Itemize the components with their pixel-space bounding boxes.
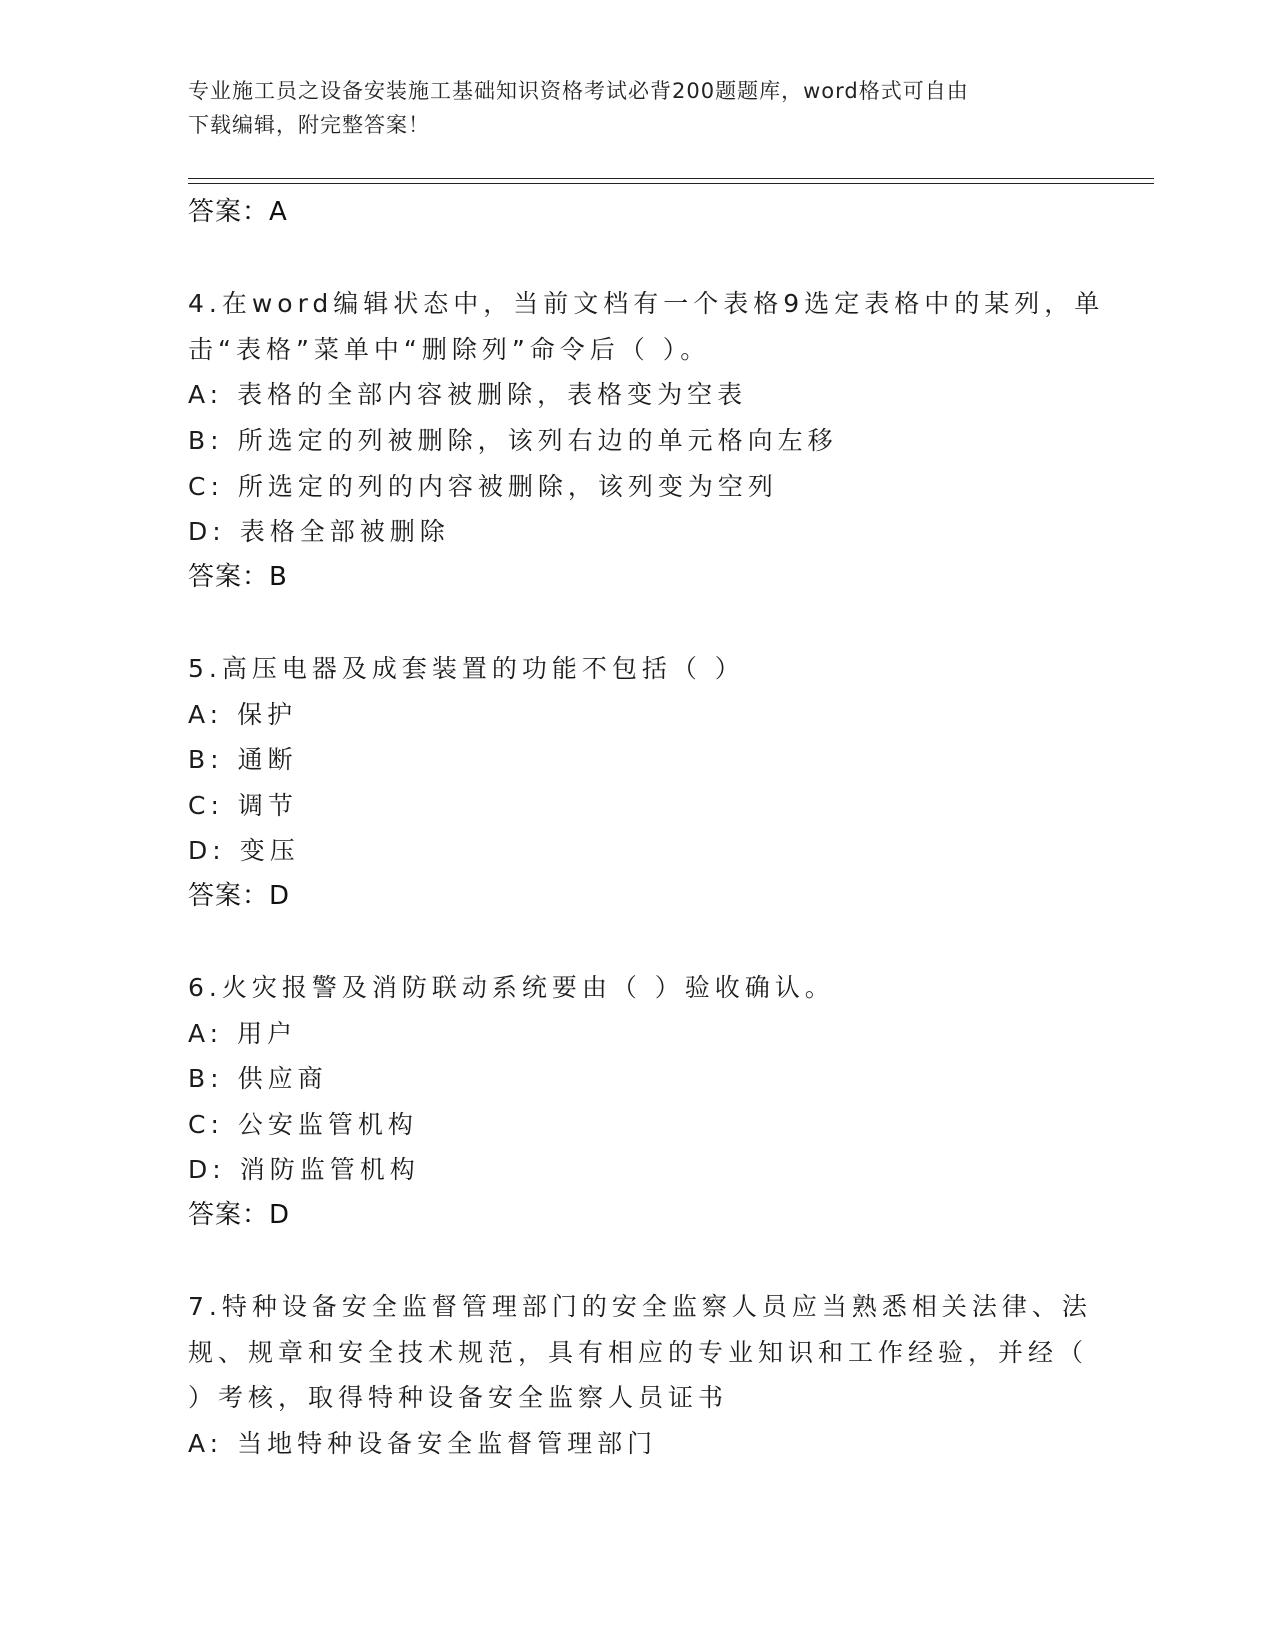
option-c	[188, 783, 1088, 829]
option-text: 所选定的列被删除，该列右边的单元格向左移	[237, 425, 838, 455]
option-text: 公安监管机构	[237, 1109, 418, 1139]
option-letter: D:	[188, 1155, 226, 1185]
question-block	[188, 965, 1088, 1239]
option-a	[188, 692, 1088, 738]
spacer	[188, 920, 1088, 966]
option-letter: A:	[188, 380, 224, 410]
option-text: 所选定的列的内容被删除，该列变为空列	[237, 471, 778, 501]
question-block	[188, 281, 1105, 600]
option-letter: C:	[188, 1109, 224, 1139]
option-text: 表格全部被删除	[239, 517, 450, 547]
question-block	[188, 646, 1088, 920]
spacer	[188, 1239, 1088, 1285]
option-letter: B:	[188, 1064, 224, 1094]
option-c	[188, 464, 1088, 510]
option-a	[188, 1421, 1088, 1467]
option-text: 调节	[237, 790, 298, 820]
option-letter: B:	[188, 745, 224, 775]
option-letter: B:	[188, 425, 224, 455]
option-text: 表格的全部内容被删除，表格变为空表	[237, 380, 748, 410]
option-c	[188, 1102, 1088, 1148]
option-text: 供应商	[237, 1064, 328, 1094]
question-stem: 5.高压电器及成套装置的功能不包括（ ）	[188, 653, 745, 683]
header-line-2: 下载编辑，附完整答案！	[188, 113, 430, 137]
option-text: 变压	[239, 836, 300, 866]
option-letter: D:	[188, 836, 226, 866]
question-stem: 6.火灾报警及消防联动系统要由（ ）验收确认。	[188, 973, 835, 1003]
option-letter: A:	[188, 1429, 224, 1459]
question-stem: 规、规章和安全技术规范，具有相应的专业知识和工作经验，并经（	[188, 1337, 1089, 1367]
option-d	[188, 828, 1088, 874]
option-text: 用户	[237, 1018, 298, 1048]
option-letter: C:	[188, 471, 224, 501]
spacer	[188, 600, 1088, 646]
question-block	[188, 1284, 1092, 1466]
question-stem: 4.在word编辑状态中，当前文档有一个表格9选定表格中的某列，单	[188, 289, 1105, 319]
option-letter: C:	[188, 790, 224, 820]
header-rule-top	[188, 178, 1154, 179]
answer-line: 答案：D	[188, 1200, 291, 1231]
question-stem: 击“表格”菜单中“删除列”命令后（ ）。	[188, 334, 711, 364]
document-body	[188, 190, 1105, 1467]
option-text: 消防监管机构	[239, 1155, 420, 1185]
question-stem: 7.特种设备安全监督管理部门的安全监察人员应当熟悉相关法律、法	[188, 1292, 1092, 1322]
option-text: 保护	[237, 699, 298, 729]
answer-line: 答案：A	[188, 197, 288, 227]
option-letter: A:	[188, 699, 224, 729]
option-text: 通断	[237, 745, 298, 775]
option-a	[188, 372, 1088, 418]
option-text: 当地特种设备安全监督管理部门	[237, 1429, 658, 1459]
question-stem: ）考核，取得特种设备安全监察人员证书	[188, 1383, 729, 1413]
option-b	[188, 1056, 1088, 1102]
document-header	[188, 74, 1068, 142]
option-d	[188, 1147, 1088, 1193]
option-a	[188, 1011, 1088, 1057]
option-b	[188, 737, 1088, 783]
answer-line: 答案：D	[188, 880, 291, 911]
header-line-1: 专业施工员之设备安装施工基础知识资格考试必背200题题库，word格式可自由	[188, 79, 969, 103]
answer-line: 答案：B	[188, 561, 288, 592]
header-rule-bottom	[188, 183, 1154, 184]
option-letter: A:	[188, 1018, 224, 1048]
spacer	[188, 236, 1088, 282]
option-letter: D:	[188, 517, 226, 547]
option-b	[188, 418, 1088, 464]
option-d	[188, 509, 1088, 555]
